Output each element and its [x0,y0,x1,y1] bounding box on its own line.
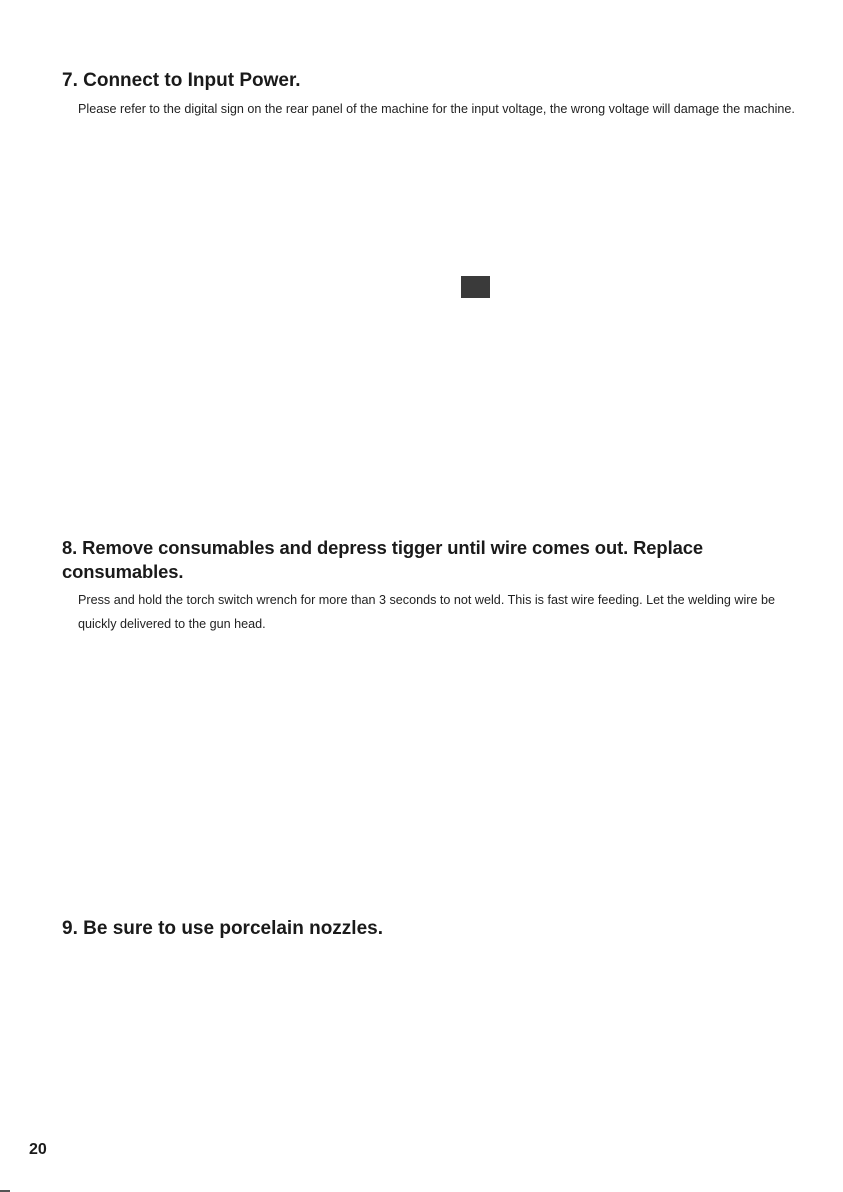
step-7-body: Please refer to the digital sign on the rear panel of the machine for the input voltage, the wrong voltage will damage the machine. [78,102,795,116]
step-7-heading: 7. Connect to Input Power. [62,70,301,91]
step-9-heading: 9. Be sure to use porcelain nozzles. [62,918,383,939]
step-8-body: Press and hold the torch switch wrench for more than 3 seconds to not weld. This is fast wire feeding. Let the welding wire be quickly delivered to the gun head. [78,593,775,631]
step-8-section [62,536,802,636]
image-placeholder [461,276,490,298]
step-9-section [62,917,802,941]
step-7-section [62,69,802,121]
step-8-heading: 8. Remove consumables and depress tigger until wire comes out. Replace consumables. [62,537,703,582]
page-number: 20 [29,1141,47,1158]
